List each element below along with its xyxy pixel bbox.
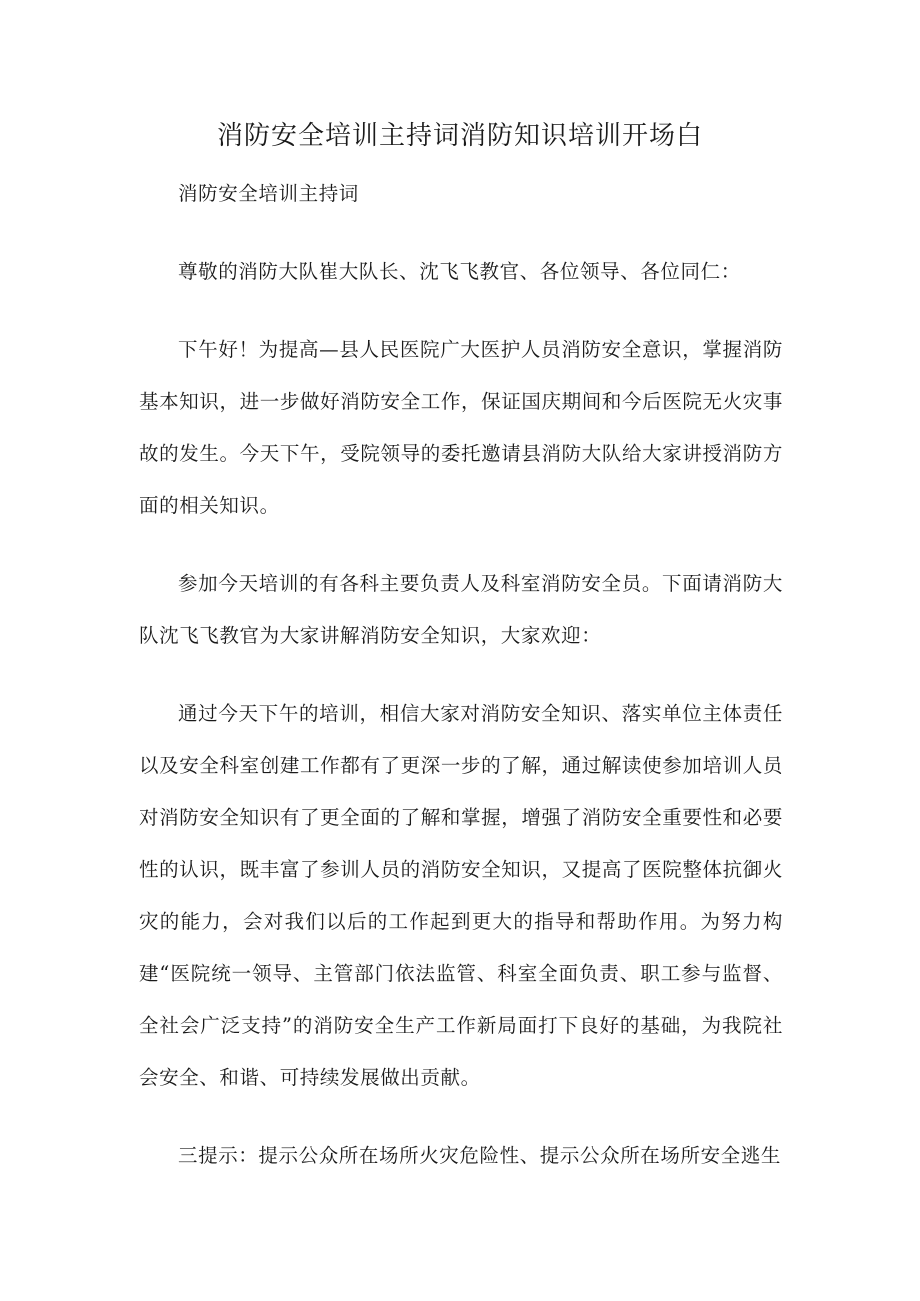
paragraph-introduction: 参加今天培训的有各科主要负责人及科室消防安全员。下面请消防大队沈飞飞教官为大家讲解消防安全知识，大家欢迎： [139,572,783,647]
paragraph-salutation: 尊敬的消防大队崔大队长、沈飞飞教官、各位领导、各位同仁： [178,260,741,283]
document-body [139,168,783,1208]
paragraph-tips: 三提示：提示公众所在场所火灾危险性、提示公众所在场所安全逃生 [178,1144,782,1167]
paragraph-opening: 下午好！为提高—县人民医院广大医护人员消防安全意识，掌握消防基本知识，进一步做好消防安全工作，保证国庆期间和今后医院无火灾事故的发生。今天下午，受院领导的委托邀请县消防大队给大家讲授消防方面的相关知识。 [139,338,783,517]
paragraph-heading: 消防安全培训主持词 [178,182,359,205]
paragraph-summary: 通过今天下午的培训，相信大家对消防安全知识、落实单位主体责任以及安全科室创建工作都有了更深一步的了解，通过解读使参加培训人员对消防安全知识有了更全面的了解和掌握，增强了消防安全重要性和必要性的认识，既丰富了参训人员的消防安全知识，又提高了医院整体抗御火灾的能力，会对我们以后的工作起到更大的指导和帮助作用。为努力构建“医院统一领导、主管部门依法监管、科室全面负责、职工参与监督、全社会广泛支持”的消防安全生产工作新局面打下良好的基础，为我院社会安全、和谐、可持续发展做出贡献。 [139,702,783,1089]
document-title: 消防安全培训主持词消防知识培训开场白 [216,121,703,151]
